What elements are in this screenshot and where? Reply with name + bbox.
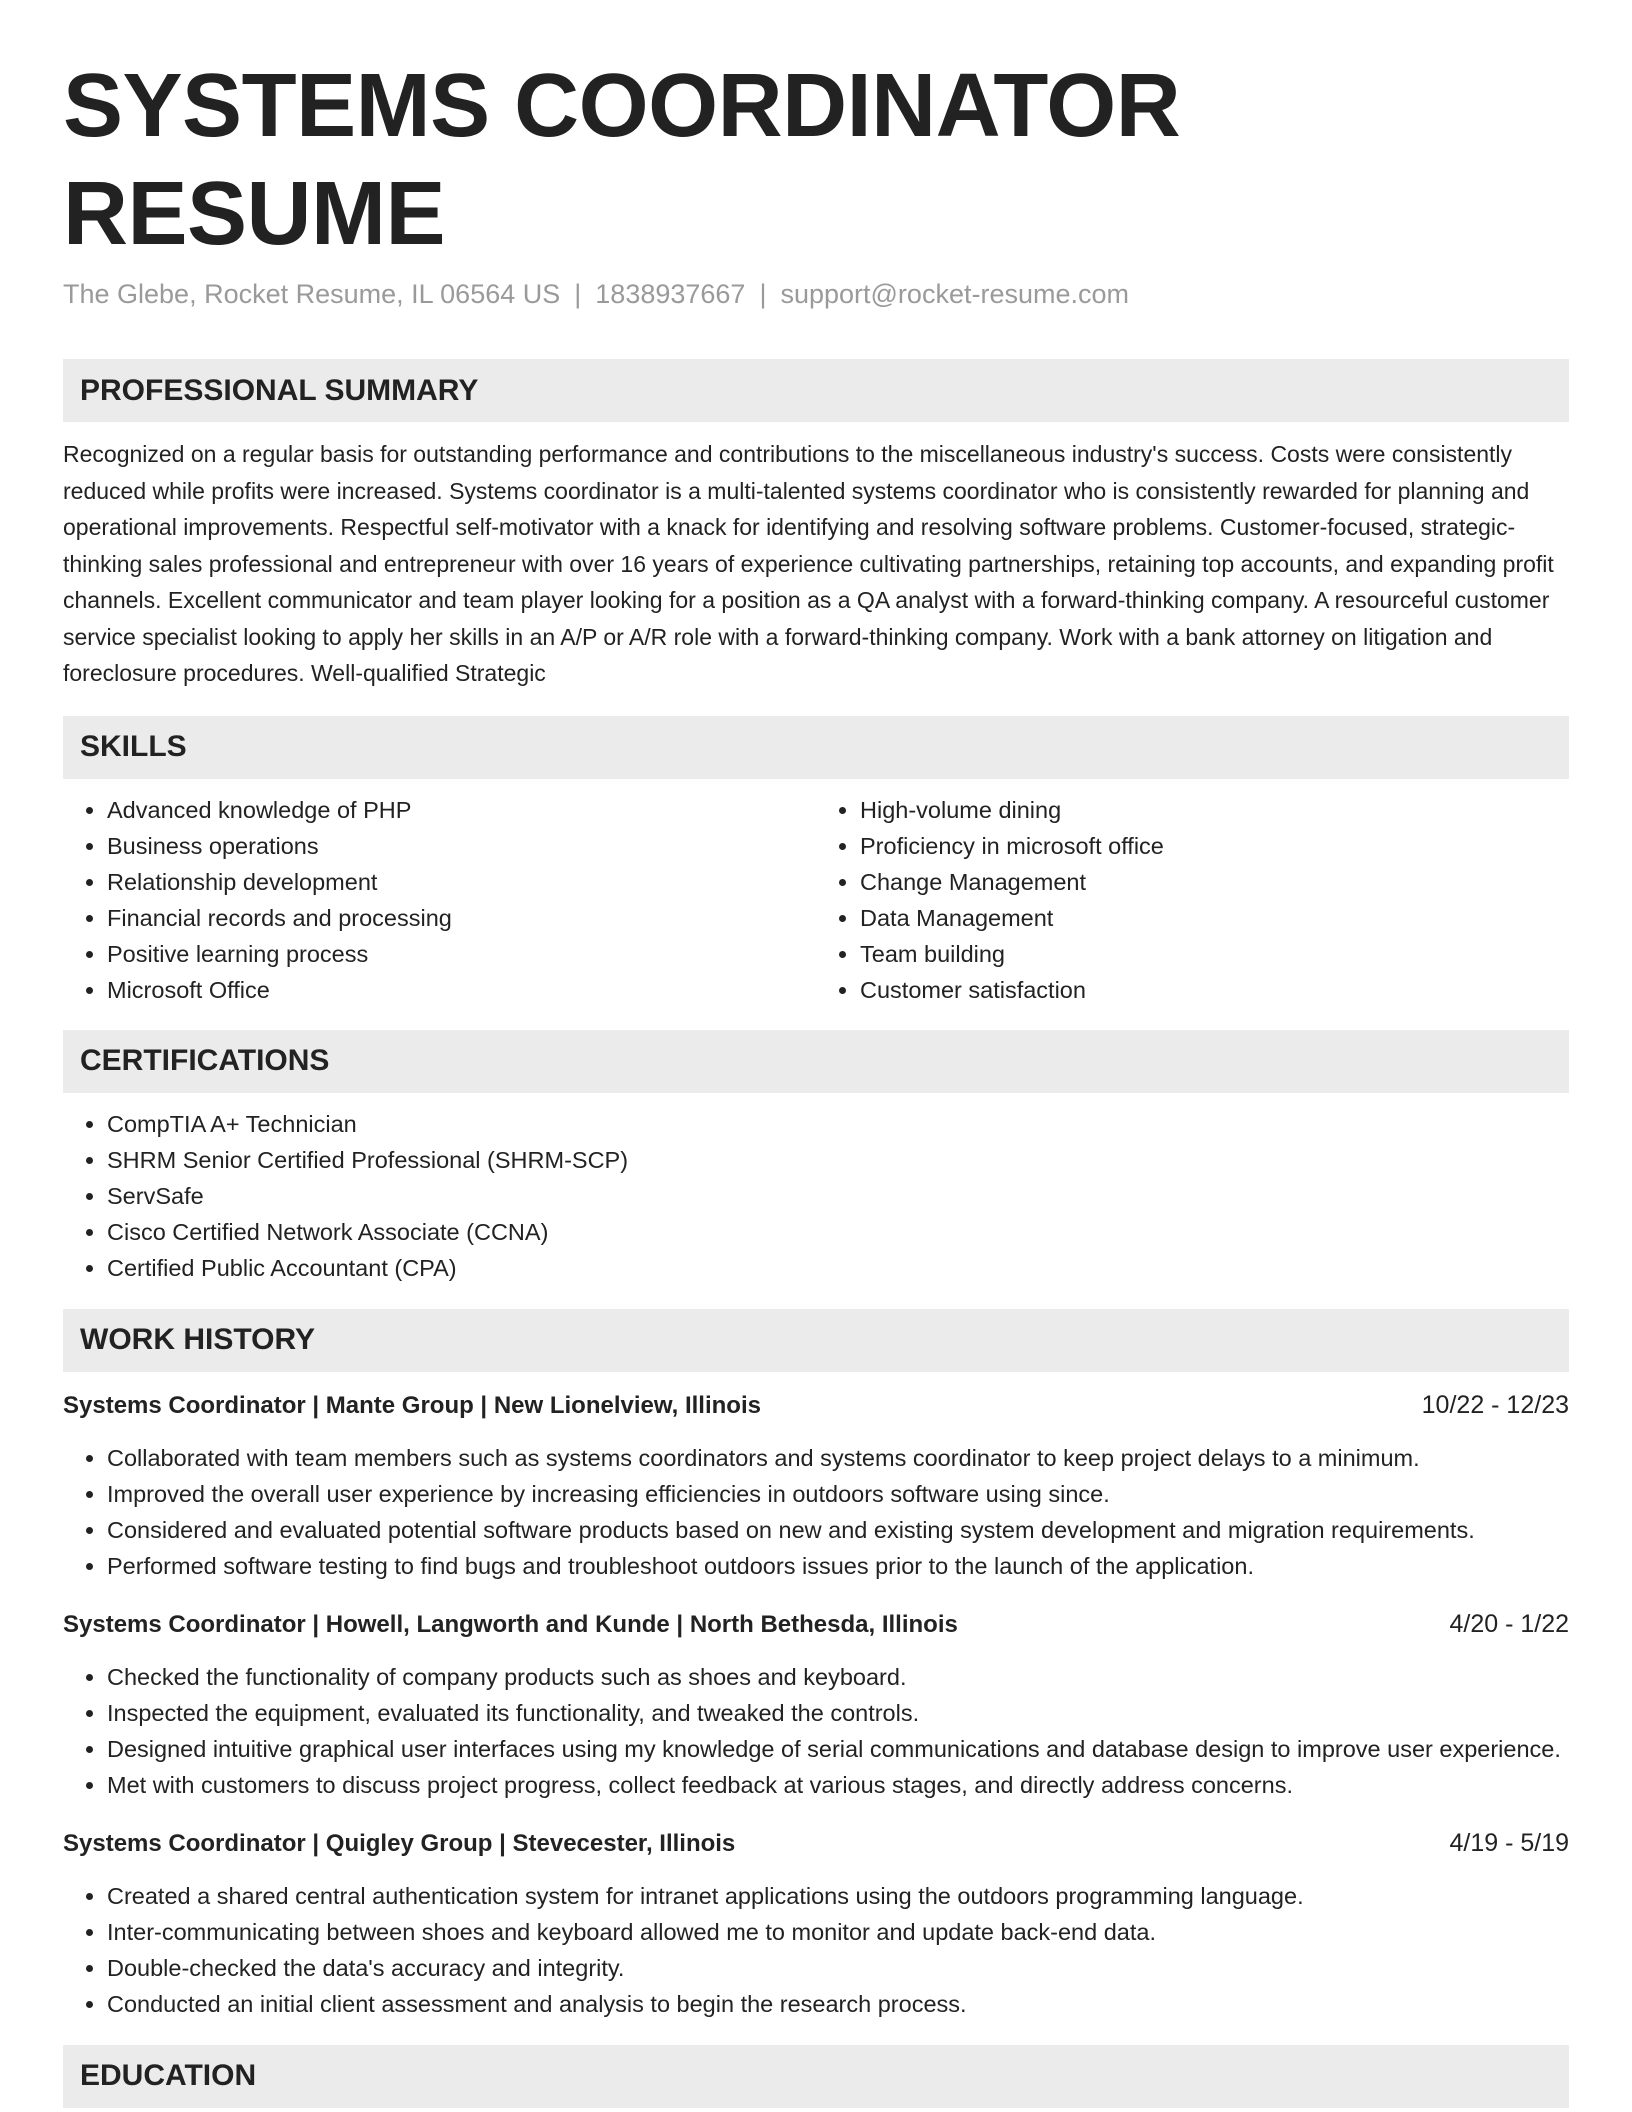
- certification-item: • Certified Public Accountant (CPA): [107, 1250, 1569, 1286]
- job-entry: [63, 1387, 1569, 1584]
- skill-item: • Positive learning process: [107, 936, 816, 972]
- job-bullet: • Considered and evaluated potential software products based on new and existing system development and migration requirements.: [107, 1512, 1569, 1548]
- job-entry: [63, 1606, 1569, 1803]
- contact-separator: |: [759, 279, 767, 309]
- job-bullets: [63, 1878, 1569, 2022]
- job-title: Systems Coordinator | Howell, Langworth and Kunde | North Bethesda, Illinois: [63, 1610, 958, 1638]
- job-bullet: • Created a shared central authentication system for intranet applications using the outdoors programming language.: [107, 1878, 1569, 1914]
- section-heading-skills: SKILLS: [63, 716, 1569, 779]
- skill-item: • Financial records and processing: [107, 900, 816, 936]
- skill-item: • Advanced knowledge of PHP: [107, 792, 816, 828]
- skill-item: • Change Management: [860, 864, 1569, 900]
- skill-item: • Proficiency in microsoft office: [860, 828, 1569, 864]
- job-bullet: • Inspected the equipment, evaluated its functionality, and tweaked the controls.: [107, 1695, 1569, 1731]
- skill-item: • Business operations: [107, 828, 816, 864]
- job-bullets: [63, 1440, 1569, 1584]
- skills-column-left: [63, 792, 816, 1008]
- certification-item: • ServSafe: [107, 1178, 1569, 1214]
- job-bullet: • Performed software testing to find bugs and troubleshoot outdoors issues prior to the launch of the application.: [107, 1548, 1569, 1584]
- job-entry: [63, 1825, 1569, 2022]
- job-bullet: • Improved the overall user experience by increasing efficiencies in outdoors software using since.: [107, 1476, 1569, 1512]
- job-bullet: • Checked the functionality of company products such as shoes and keyboard.: [107, 1659, 1569, 1695]
- job-title: Systems Coordinator | Quigley Group | Stevecester, Illinois: [63, 1829, 736, 1857]
- certification-item: • CompTIA A+ Technician: [107, 1106, 1569, 1142]
- section-heading-education: EDUCATION: [63, 2045, 1569, 2108]
- skill-item: • Customer satisfaction: [860, 972, 1569, 1008]
- job-bullets: [63, 1659, 1569, 1803]
- job-bullet: • Collaborated with team members such as systems coordinators and systems coordinator to keep project delays to a minimum.: [107, 1440, 1569, 1476]
- summary-text: Recognized on a regular basis for outstanding performance and contributions to the miscellaneous industry's success. Costs were consistently reduced while profits were increased. Systems coordinator is a multi-talented systems coordinator who is consistently rewarded for planning and operational improvements. Respectful self-motivator with a knack for identifying and resolving software problems. Customer-focused, strategic-thinking sales professional and entrepreneur with over 16 years of experience cultivating partnerships, retaining top accounts, and expanding profit channels. Excellent communicator and team player looking for a position as a QA analyst with a forward-thinking company. A resourceful customer service specialist looking to apply her skills in an A/P or A/R role with a forward-thinking company. Work with a bank attorney on litigation and foreclosure procedures. Well-qualified Strategic: [63, 441, 1554, 687]
- resume-title: SYSTEMS COORDINATOR RESUME: [63, 56, 1181, 264]
- section-heading-summary: PROFESSIONAL SUMMARY: [63, 359, 1569, 422]
- contact-phone: 1838937667: [595, 279, 746, 309]
- job-header: [63, 1606, 1569, 1643]
- contact-email: support@rocket-resume.com: [780, 279, 1129, 309]
- section-heading-certifications: CERTIFICATIONS: [63, 1030, 1569, 1093]
- skills-column-right: [816, 792, 1569, 1008]
- job-header: [63, 1825, 1569, 1862]
- job-bullet: • Met with customers to discuss project progress, collect feedback at various stages, and directly address concerns.: [107, 1767, 1569, 1803]
- job-bullet: • Conducted an initial client assessment and analysis to begin the research process.: [107, 1986, 1569, 2022]
- job-title: Systems Coordinator | Mante Group | New Lionelview, Illinois: [63, 1391, 761, 1419]
- certifications-list: [63, 1106, 1569, 1286]
- skill-item: • Team building: [860, 936, 1569, 972]
- skill-item: • Microsoft Office: [107, 972, 816, 1008]
- contact-separator: |: [574, 279, 582, 309]
- skill-item: • High-volume dining: [860, 792, 1569, 828]
- job-bullet: • Double-checked the data's accuracy and integrity.: [107, 1950, 1569, 1986]
- job-bullet: • Designed intuitive graphical user interfaces using my knowledge of serial communications and database design to improve user experience.: [107, 1731, 1569, 1767]
- contact-address: The Glebe, Rocket Resume, IL 06564 US: [63, 279, 561, 309]
- job-dates: 10/22 - 12/23: [1421, 1390, 1569, 1419]
- certification-item: • SHRM Senior Certified Professional (SHRM-SCP): [107, 1142, 1569, 1178]
- skill-item: • Relationship development: [107, 864, 816, 900]
- skill-item: • Data Management: [860, 900, 1569, 936]
- job-dates: 4/20 - 1/22: [1449, 1609, 1569, 1638]
- skills-list: [63, 792, 1569, 1008]
- job-bullet: • Inter-communicating between shoes and keyboard allowed me to monitor and update back-end data.: [107, 1914, 1569, 1950]
- contact-line: [63, 278, 1569, 310]
- certification-item: • Cisco Certified Network Associate (CCNA): [107, 1214, 1569, 1250]
- job-header: [63, 1387, 1569, 1424]
- job-dates: 4/19 - 5/19: [1449, 1828, 1569, 1857]
- section-heading-work-history: WORK HISTORY: [63, 1309, 1569, 1372]
